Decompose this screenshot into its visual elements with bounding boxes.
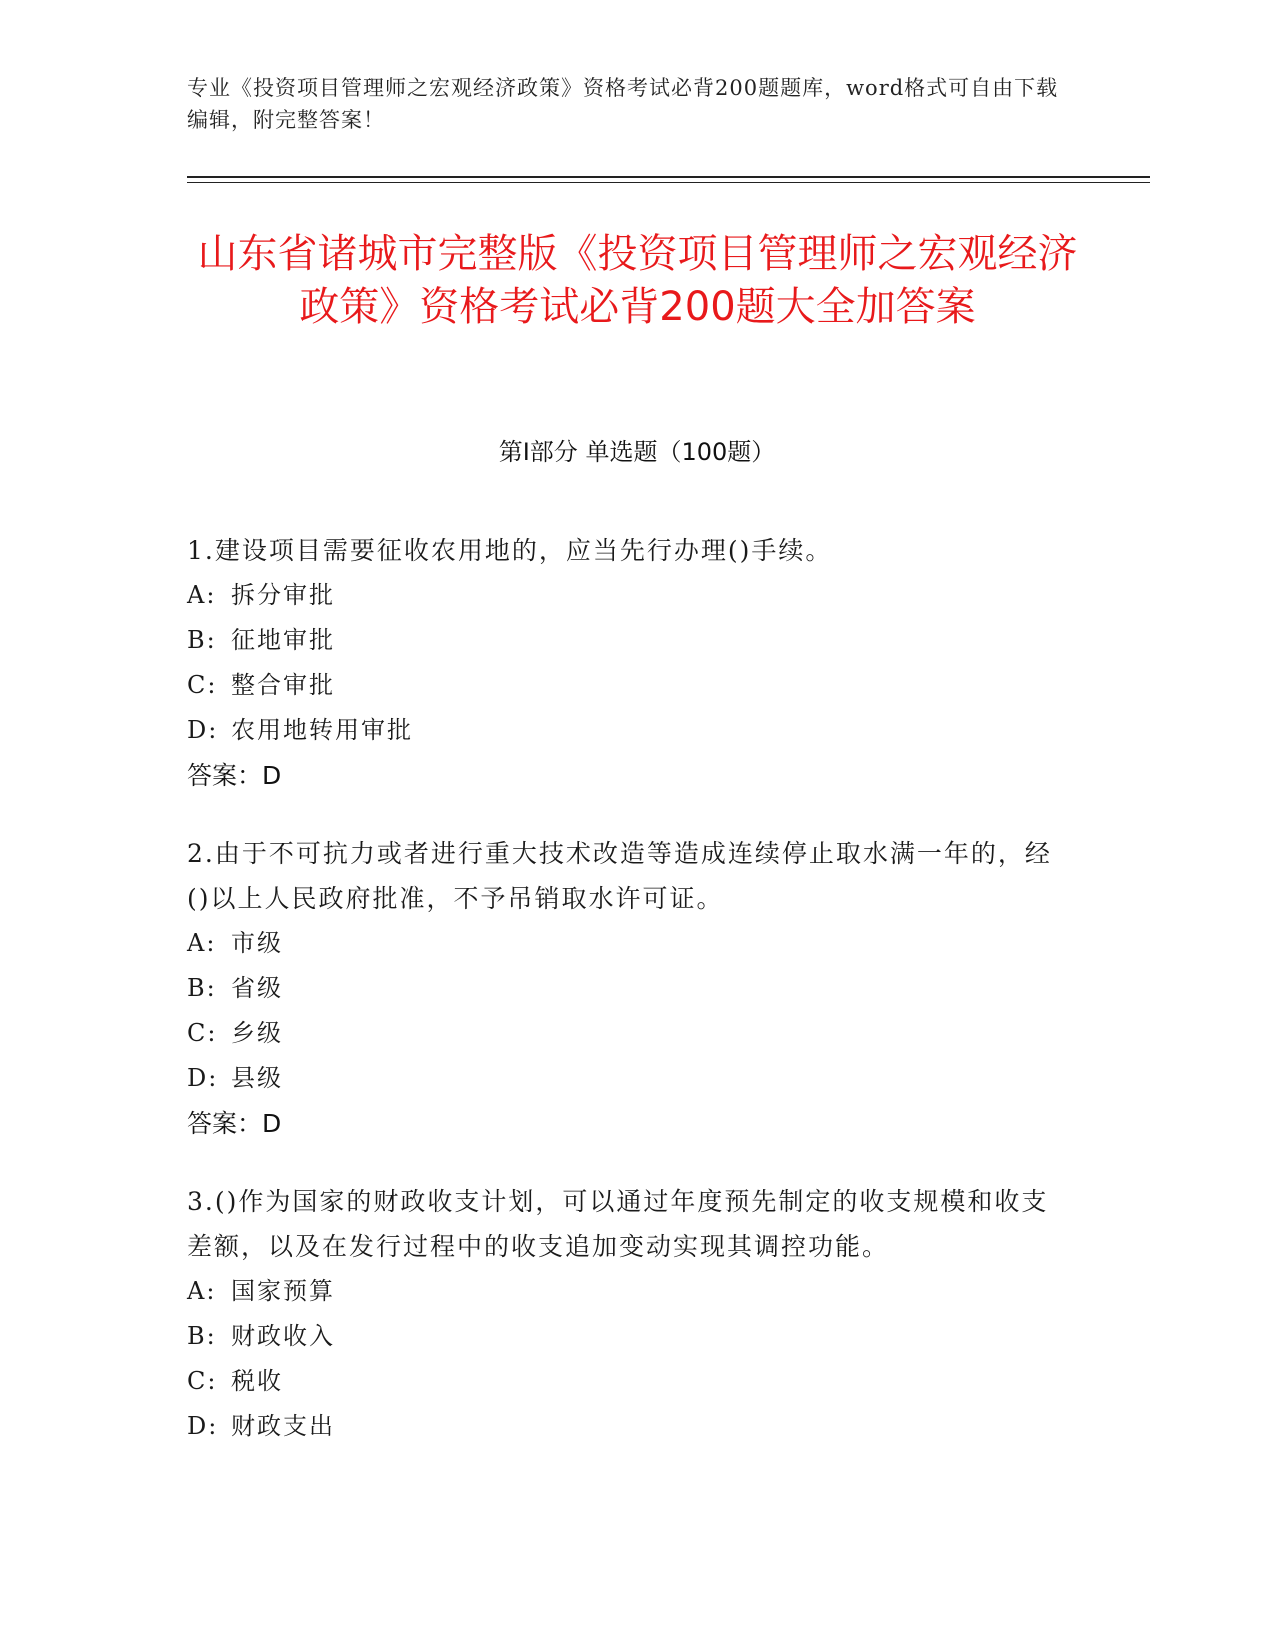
header-rule-thin <box>187 182 1150 183</box>
option-letter: B: <box>187 626 217 654</box>
option-letter: B: <box>187 974 217 1002</box>
option-text: 征地审批 <box>231 626 335 654</box>
option-text: 拆分审批 <box>231 581 335 609</box>
option-a <box>187 921 1067 966</box>
option-letter: D: <box>187 716 219 744</box>
option-c <box>187 1359 1067 1404</box>
option-b <box>187 1314 1067 1359</box>
option-d <box>187 1404 1067 1449</box>
question-stem: 2.由于不可抗力或者进行重大技术改造等造成连续停止取水满一年的，经()以上人民政府批准，不予吊销取水许可证。 <box>187 839 1052 913</box>
option-b <box>187 618 1067 663</box>
option-letter: A: <box>187 929 217 957</box>
option-letter: A: <box>187 1277 217 1305</box>
option-text: 市级 <box>231 929 283 957</box>
answer-line: 答案：D <box>187 1109 282 1138</box>
section-title: 第I部分 单选题（100题） <box>498 438 776 466</box>
option-text: 国家预算 <box>231 1277 335 1305</box>
option-text: 财政支出 <box>231 1412 335 1440</box>
question-3 <box>187 1179 1067 1449</box>
option-c <box>187 663 1067 708</box>
option-letter: D: <box>187 1064 219 1092</box>
option-text: 乡级 <box>231 1019 283 1047</box>
question-2 <box>187 831 1067 1146</box>
option-letter: C: <box>187 671 218 699</box>
option-letter: C: <box>187 1019 218 1047</box>
option-d <box>187 1056 1067 1101</box>
option-a <box>187 1269 1067 1314</box>
option-c <box>187 1011 1067 1056</box>
option-text: 整合审批 <box>231 671 335 699</box>
option-text: 县级 <box>231 1064 283 1092</box>
option-text: 财政收入 <box>231 1322 335 1350</box>
option-text: 农用地转用审批 <box>231 716 413 744</box>
header-rule-thick <box>187 176 1150 178</box>
answer-line: 答案：D <box>187 761 282 790</box>
question-stem: 1.建设项目需要征收农用地的，应当先行办理()手续。 <box>187 536 833 565</box>
option-letter: B: <box>187 1322 217 1350</box>
document-title: 山东省诸城市完整版《投资项目管理师之宏观经济政策》资格考试必背200题大全加答案 <box>197 231 1078 330</box>
option-b <box>187 966 1067 1011</box>
option-letter: C: <box>187 1367 218 1395</box>
header-note: 专业《投资项目管理师之宏观经济政策》资格考试必背200题题库，word格式可自由下载编辑，附完整答案！ <box>187 76 1059 132</box>
option-a <box>187 573 1067 618</box>
option-d <box>187 708 1067 753</box>
question-list <box>187 528 1067 1482</box>
question-1 <box>187 528 1067 798</box>
question-stem: 3.()作为国家的财政收支计划，可以通过年度预先制定的收支规模和收支差额，以及在发行过程中的收支追加变动实现其调控功能。 <box>187 1187 1049 1261</box>
option-text: 税收 <box>231 1367 283 1395</box>
option-letter: A: <box>187 581 217 609</box>
option-letter: D: <box>187 1412 219 1440</box>
option-text: 省级 <box>231 974 283 1002</box>
